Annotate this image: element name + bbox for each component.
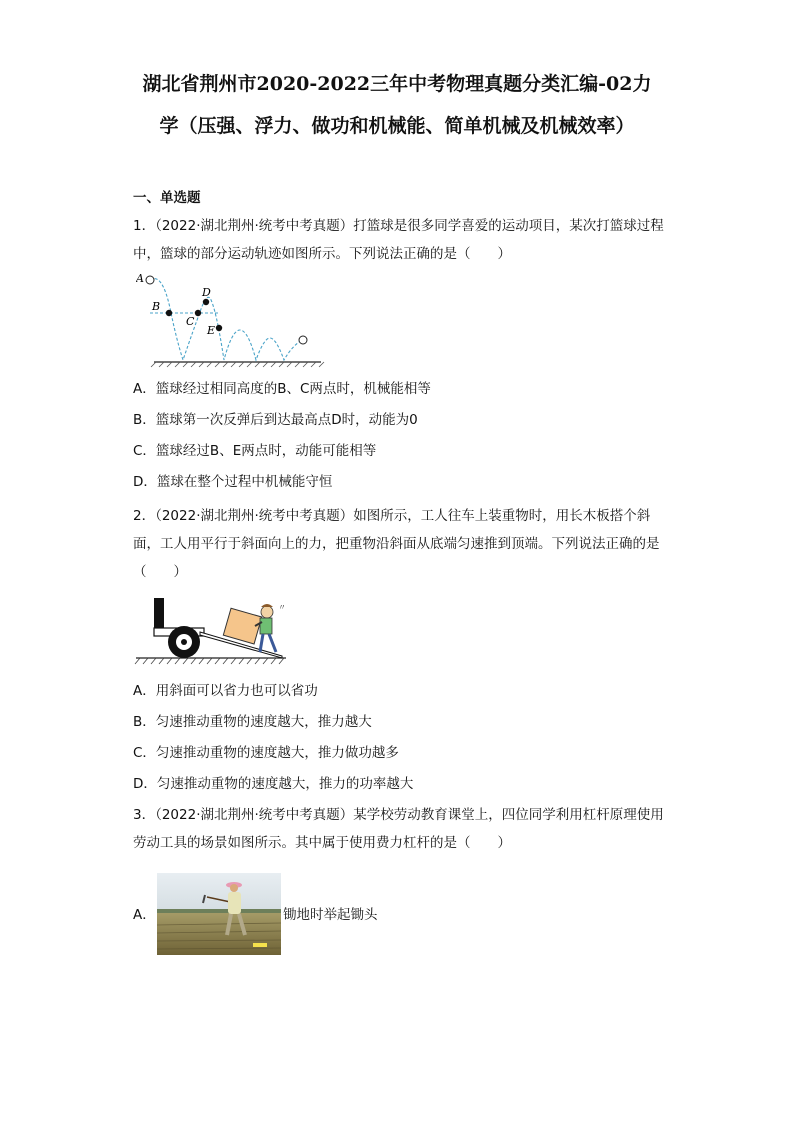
q3-stem: 3．（2022·湖北荆州·统考中考真题）某学校劳动教育课堂上，四位同学利用杠杆原理使用劳动工具的场景如图所示。其中属于使用费力杠杆的是（ ） [133,807,664,851]
q2-option-b: B．匀速推动重物的速度越大，推力越大 [133,714,372,730]
svg-text:〃: 〃 [278,603,286,612]
q1-basketball-trajectory-figure [136,268,326,368]
document-title-line1: 湖北省荆州市2020-2022三年中考物理真题分类汇编-02力 [142,73,652,95]
q3-hoeing-photo [157,873,281,955]
q2-option-c: C．匀速推动重物的速度越大，推力做功越多 [133,745,399,761]
q1-option-b: B．篮球第一次反弹后到达最高点D时，动能为0 [133,412,418,428]
section-heading: 一、单选题 [133,190,201,206]
q2-stem: 2．（2022·湖北荆州·统考中考真题）如图所示，工人往车上装重物时，用长木板搭个斜面，工人用平行于斜面向上的力，把重物沿斜面从底端匀速推到顶端。下列说法正确的是（ ） [133,508,660,580]
q3-option-a-prefix: A． [133,907,156,923]
q1-label-c: C [186,315,195,328]
q2-option-a: A．用斜面可以省力也可以省功 [133,683,318,699]
q1-label-d: D [202,286,211,299]
q2-incline-truck-figure [134,592,294,670]
q1-option-c: C．篮球经过B、E两点时，动能可能相等 [133,443,377,459]
q3-option-a-label: 锄地时举起锄头 [283,907,378,923]
q1-stem: 1．（2022·湖北荆州·统考中考真题）打篮球是很多同学喜爱的运动项目，某次打篮球过程中，篮球的部分运动轨迹如图所示。下列说法正确的是（ ） [133,218,664,262]
q1-label-a: A [136,272,144,285]
q1-label-b: B [152,300,161,313]
document-title-line2: 学（压强、浮力、做功和机械能、简单机械及机械效率） [159,115,635,137]
q1-label-e: E [207,324,216,337]
q2-option-d: D．匀速推动重物的速度越大，推力的功率越大 [133,776,414,792]
q1-option-a: A．篮球经过相同高度的B、C两点时，机械能相等 [133,381,431,397]
q1-option-d: D．篮球在整个过程中机械能守恒 [133,474,333,490]
